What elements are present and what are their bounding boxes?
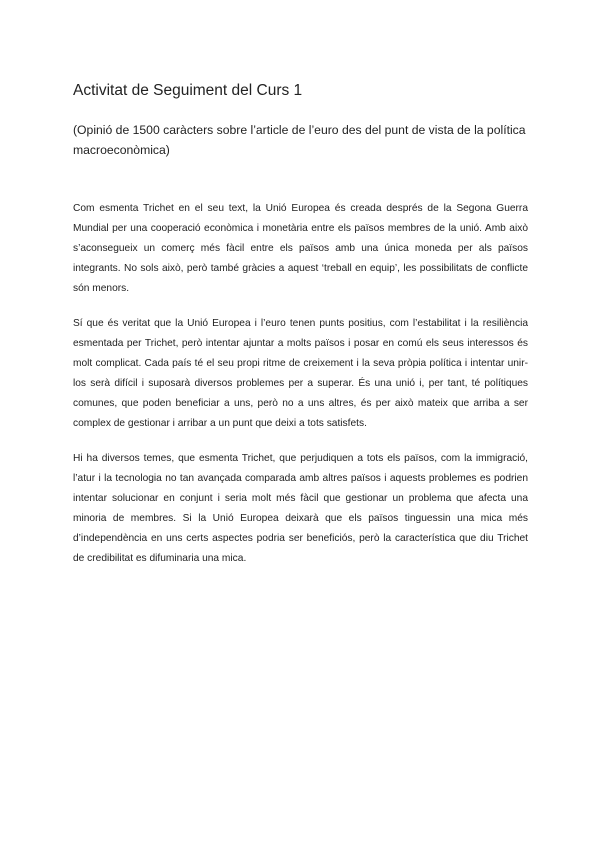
document-body bbox=[73, 199, 528, 584]
body-paragraph-1: Com esmenta Trichet en el seu text, la Unió Europea és creada després de la Segona Guerra Mundial per una cooperació econòmica i monetària entre els països membres de la unió. Amb això s’aconsegueix un comerç més fàcil entre els països amb una única moneda per als països integrants. No sols això, però també gràcies a aquest ‘treball en equip’, les possibilitats de conflicte són menors. bbox=[73, 203, 528, 294]
document-title: Activitat de Seguiment del Curs 1 bbox=[73, 82, 303, 99]
body-paragraph-2: Sí que és veritat que la Unió Europea i l’euro tenen punts positius, com l’estabilitat i la resiliència esmentada per Trichet, però intentar ajuntar a molts països i posar en comú els seus interessos és molt complicat. Cada país té el seu propi ritme de creixement i la seva pròpia política i intentar unir-los serà difícil i suposarà diversos problemes per a superar. És una unió i, per tant, té polítiques comunes, que poden beneficiar a uns, però no a uns altres, és per això mateix que arriba a ser complex de gestionar i arribar a un punt que deixi a tots satisfets. bbox=[73, 318, 528, 429]
document-subtitle: (Opinió de 1500 caràcters sobre l’article de l’euro des del punt de vista de la política macroeconòmica) bbox=[73, 123, 526, 157]
body-paragraph-3: Hi ha diversos temes, que esmenta Trichet, que perjudiquen a tots els països, com la immigració, l’atur i la tecnologia no tan avançada comparada amb altres països i aquests problemes es podrien intentar solucionar en conjunt i seria molt més fàcil que gestionar un problema que afecta una minoria de membres. Si la Unió Europea deixarà que els països tinguessin una mica més d’independència en uns certs aspectes podria ser beneficiós, però la característica que diu Trichet de credibilitat es difuminaria una mica. bbox=[73, 453, 528, 564]
